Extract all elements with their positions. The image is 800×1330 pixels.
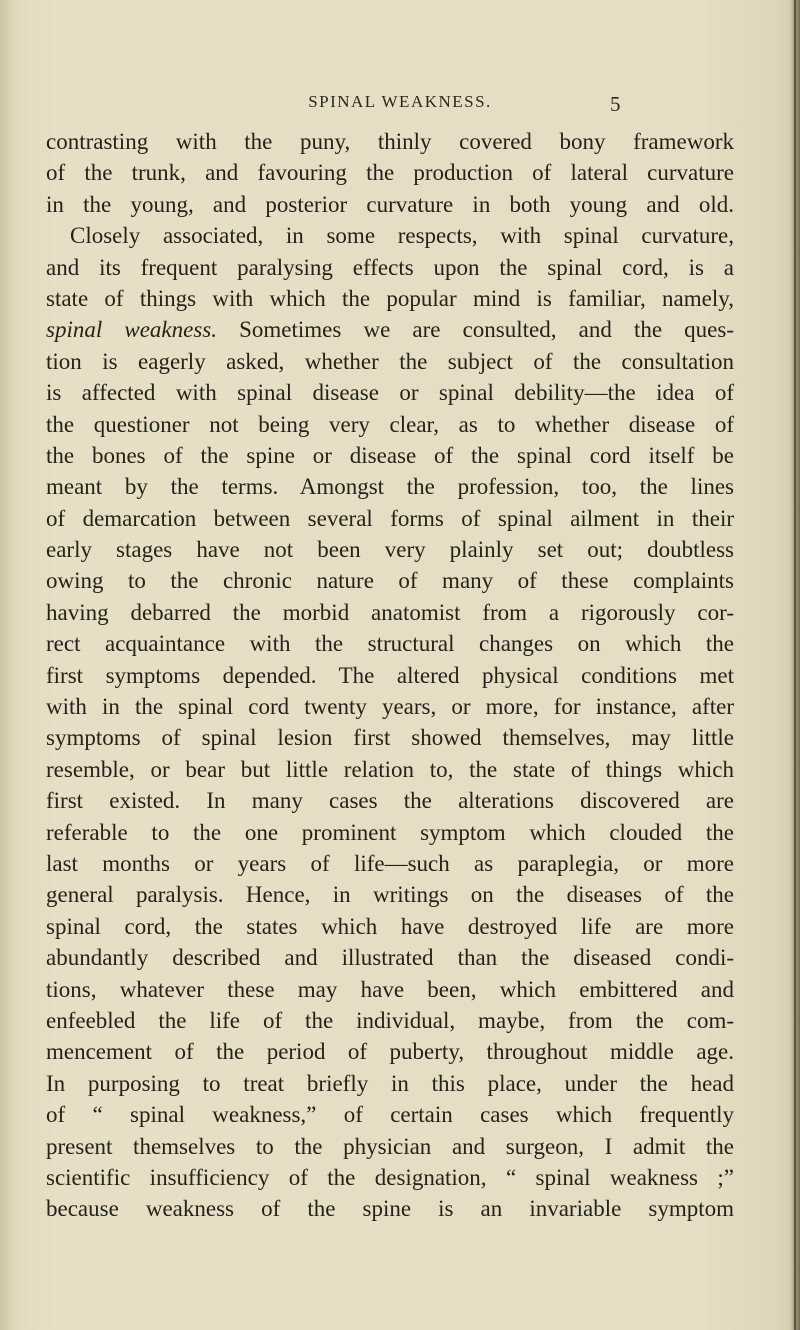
text-line: resemble, or bear but little relation to, the state of things which [46, 756, 734, 782]
text-line: mencement of the period of puberty, throughout middle age. [46, 1039, 734, 1065]
running-head: SPINAL WEAKNESS. [308, 92, 492, 111]
text-line: tions, whatever these may have been, which embittered and [46, 976, 734, 1002]
emphasized-term: spinal weakness. [46, 317, 217, 343]
text-line: of demarcation between several forms of spinal ailment in their [46, 505, 734, 531]
text-line: of “ spinal weakness,” of certain cases which frequently [46, 1102, 734, 1128]
body-text [46, 126, 734, 1225]
text-line: symptoms of spinal lesion first showed themselves, may little [46, 725, 734, 751]
text-line: the questioner not being very clear, as to whether disease of [46, 411, 734, 437]
text-line: first existed. In many cases the alterations discovered are [46, 788, 734, 814]
text-line: In purposing to treat briefly in this place, under the head [46, 1070, 734, 1096]
text-line: Closely associated, in some respects, with spinal curvature, [70, 223, 734, 249]
page-number: 5 [610, 92, 621, 116]
text-line: contrasting with the puny, thinly covered bony framework [46, 129, 734, 154]
text-line: is affected with spinal disease or spinal debility—the idea of [46, 380, 734, 406]
text-line: tion is eagerly asked, whether the subject of the consultation [46, 348, 734, 374]
text-line: the bones of the spine or disease of the spinal cord itself be [46, 442, 734, 468]
text-line: of the trunk, and favouring the production of lateral curvature [46, 160, 734, 186]
page-header [0, 92, 800, 122]
text-line: referable to the one prominent symptom which clouded the [46, 819, 734, 845]
text-line-continuation: Sometimes we are consulted, and the ques- [216, 317, 734, 343]
text-line: first symptoms depended. The altered physical conditions met [46, 662, 734, 688]
text-line: state of things with which the popular mind is familiar, namely, [46, 285, 734, 311]
text-line: present themselves to the physician and surgeon, I admit the [46, 1133, 734, 1159]
text-line: enfeebled the life of the individual, maybe, from the com- [46, 1007, 734, 1033]
text-line: general paralysis. Hence, in writings on the diseases of the [46, 882, 734, 908]
text-line: because weakness of the spine is an invariable symptom [46, 1196, 734, 1222]
text-line: spinal cord, the states which have destroyed life are more [46, 913, 734, 939]
text-line-with-emphasis [46, 314, 734, 345]
text-line: abundantly described and illustrated than the diseased condi- [46, 945, 734, 971]
text-line: meant by the terms. Amongst the profession, too, the lines [46, 474, 734, 500]
text-line: last months or years of life—such as paraplegia, or more [46, 850, 734, 876]
text-line: and its frequent paralysing effects upon the spinal cord, is a [46, 254, 734, 280]
text-line: with in the spinal cord twenty years, or more, for instance, after [46, 694, 734, 720]
text-line: early stages have not been very plainly set out; doubtless [46, 537, 734, 563]
text-line: scientific insufficiency of the designation, “ spinal weakness ;” [46, 1164, 734, 1190]
text-line: having debarred the morbid anatomist from a rigorously cor- [46, 599, 734, 625]
text-line: owing to the chronic nature of many of these complaints [46, 568, 734, 594]
text-line: in the young, and posterior curvature in both young and old. [46, 191, 734, 217]
text-line: rect acquaintance with the structural changes on which the [46, 631, 734, 657]
page-edge-line [794, 0, 796, 1330]
